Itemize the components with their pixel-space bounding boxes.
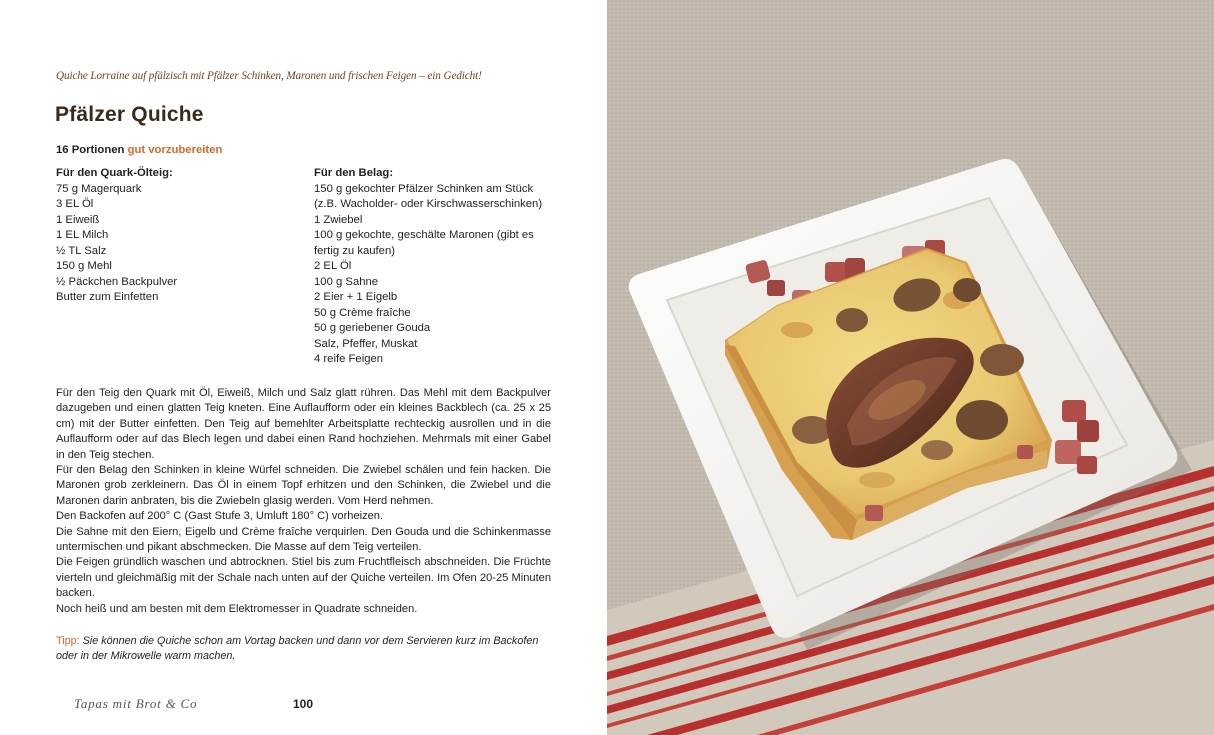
ingredient-item: 100 g gekochte, geschälte Maronen (gibt es fertig zu kaufen) [314,229,534,257]
ingredient-item: 75 g Magerquark [56,182,142,195]
topping-heading: Für den Belag: [314,167,394,179]
ingredient-item: 2 EL Öl [314,260,352,272]
instruction-step: Für den Belag den Schinken in kleine Würfel schneiden. Die Zwiebel schälen und fein hacken. Die Maronen grob zerkleinern. Das Öl in einem Topf erhitzen und den Schinken, die Zwiebel und die Maronen darin anbraten, bis die Zwiebeln glasig werden. Vom Herd nehmen. [56,464,551,507]
ingredient-item: 50 g geriebener Gouda [314,322,431,334]
ingredient-item: 3 EL Öl [56,198,94,210]
recipe-title: Pfälzer Quiche [55,103,204,126]
portions-note: gut vorzubereiten [127,144,223,156]
ingredient-item: Salz, Pfeffer, Muskat [314,337,418,350]
ingredient-item: Butter zum Einfetten [56,291,159,303]
ingredient-item: 1 Eiweiß [56,213,100,226]
tip-label: Tipp: [56,635,80,647]
portions-count: 16 Portionen [56,144,125,156]
instructions [56,386,551,617]
ingredient-item: 1 EL Milch [56,229,109,241]
running-footer: Tapas mit Brot & Co [74,696,198,711]
quiche-photo [607,0,1214,735]
ingredient-item: 50 g Crème fraîche [314,306,411,319]
intro-tagline: Quiche Lorraine auf pfälzisch mit Pfälzer Schinken, Maronen und frischen Feigen – ein Gedicht! [56,70,482,82]
ingredient-item: 4 reife Feigen [314,353,384,365]
instruction-step: Für den Teig den Quark mit Öl, Eiweiß, Milch und Salz glatt rühren. Das Mehl mit dem Backpulver dazugeben und einen glatten Teig kneten. Eine Auflaufform oder ein kleines Backblech (ca. 25 x 25 cm) mit der Butter einfetten. Den Teig auf bemehlter Arbeitsplatte rechteckig ausrollen und in die Auflaufform oder auf das Blech legen und dabei einen Rand hochziehen. Mehrmals mit einer Gabel in den Teig stechen. [56,387,551,461]
ingredient-item: ½ Päckchen Backpulver [56,275,178,288]
dough-ingredients [56,166,296,306]
tip-box [56,634,551,665]
page-number: 100 [293,697,314,711]
portions-line [56,144,222,156]
ingredient-item: 1 Zwiebel [314,213,363,226]
ingredient-item: 100 g Sahne [314,275,379,288]
ingredient-item: 150 g Mehl [56,260,112,272]
ingredient-item: 2 Eier + 1 Eigelb [314,291,398,303]
instruction-step: Die Sahne mit den Eiern, Eigelb und Crème fraîche verquirlen. Den Gouda und die Schinkenmasse untermischen und pikant abschmecken. Die Masse auf dem Teig verteilen. [56,525,551,554]
instruction-step: Noch heiß und am besten mit dem Elektromesser in Quadrate schneiden. [56,602,418,615]
dough-heading: Für den Quark-Ölteig: [56,167,173,179]
tip-text: Sie können die Quiche schon am Vortag backen und dann vor dem Servieren kurz im Backofen oder in der Mikrowelle warm machen. [56,635,539,663]
dough-list [56,182,296,306]
topping-list [314,182,552,368]
ingredient-item: 150 g gekochter Pfälzer Schinken am Stück (z.B. Wacholder- oder Kirschwasserschinken) [314,182,543,210]
instruction-step: Die Feigen gründlich waschen und abtrocknen. Stiel bis zum Fruchtfleisch abschneiden. Die Früchte vierteln und gleichmäßig mit der Schale nach unten auf der Quiche verteilen. Im Ofen 20-25 Minuten backen. [56,556,551,600]
instruction-step: Den Backofen auf 200° C (Gast Stufe 3, Umluft 180° C) vorheizen. [56,510,384,523]
ingredient-item: ½ TL Salz [56,244,107,257]
topping-ingredients [314,166,552,368]
